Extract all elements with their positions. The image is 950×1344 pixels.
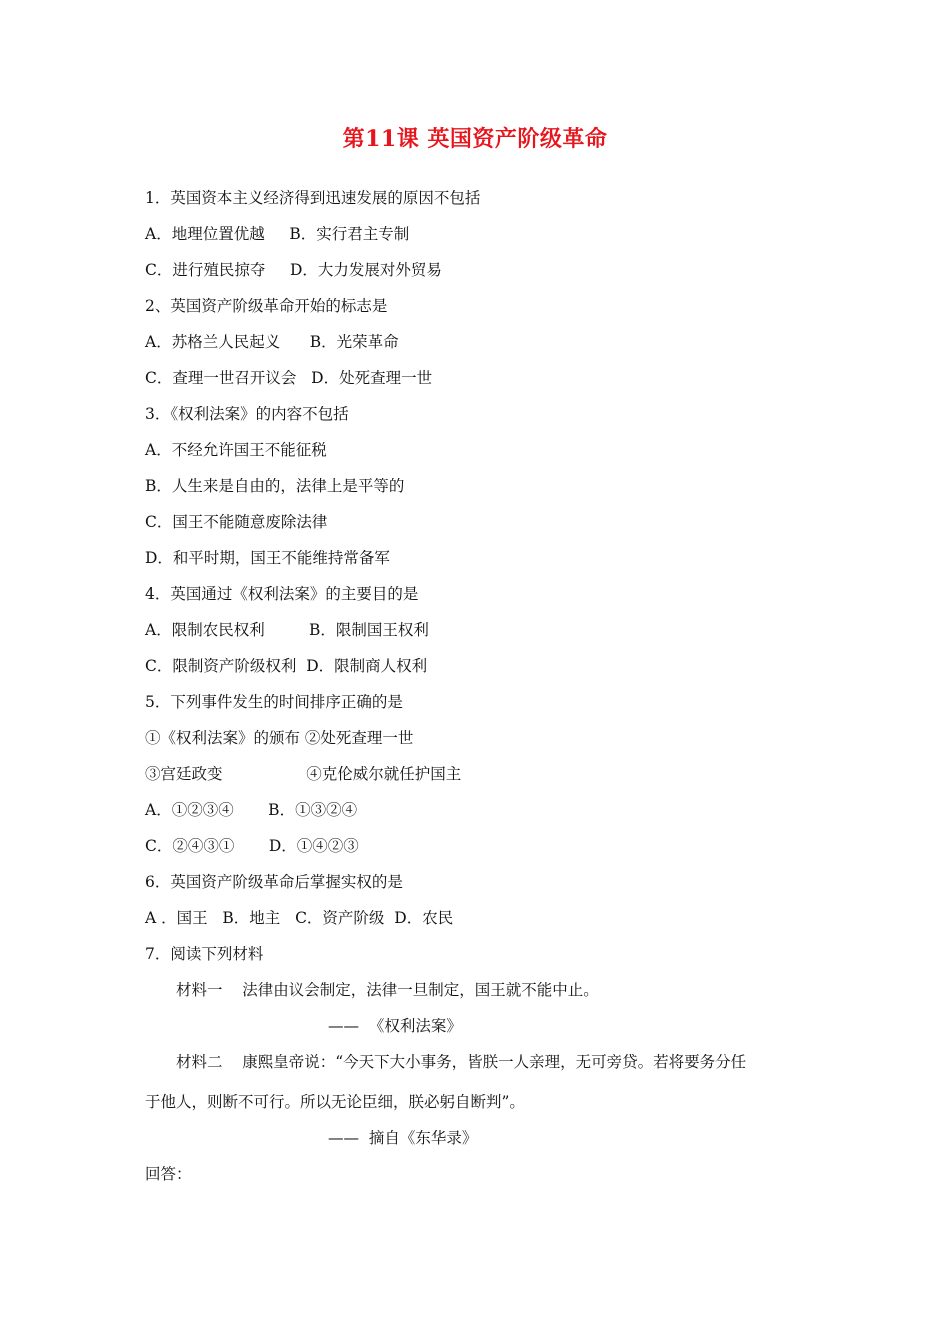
- material-one: 材料一 法律由议会制定，法律一旦制定，国王就不能中止。: [176, 981, 599, 999]
- question-5-options-cd: C．②④③① D．①④②③: [145, 837, 359, 855]
- question-2-options-cd: C．查理一世召开议会 D．处死查理一世: [145, 369, 433, 387]
- question-3-option-b: B．人生来是自由的，法律上是平等的: [145, 477, 405, 495]
- question-1-options-ab: A．地理位置优越 B．实行君主专制: [145, 225, 410, 243]
- page-title: 第11课 英国资产阶级革命: [342, 126, 608, 152]
- material-one-source: —— 《权利法案》: [328, 1017, 462, 1035]
- question-4: 4．英国通过《权利法案》的主要目的是: [145, 585, 419, 603]
- question-6: 6．英国资产阶级革命后掌握实权的是: [145, 873, 403, 891]
- material-two-line-1: 材料二 康熙皇帝说：“今天下大小事务，皆朕一人亲理，无可旁贷。若将要务分任: [176, 1053, 747, 1071]
- question-7: 7．阅读下列材料: [145, 945, 264, 963]
- question-5-options-ab: A．①②③④ B．①③②④: [145, 801, 358, 819]
- question-1: 1．英国资本主义经济得到迅速发展的原因不包括: [145, 189, 481, 207]
- question-3-option-a: A．不经允许国王不能征税: [145, 441, 327, 459]
- question-5-events-34: ③宫廷政变 ④克伦威尔就任护国主: [145, 765, 462, 783]
- answer-label: 回答：: [145, 1165, 192, 1183]
- question-3-option-d: D．和平时期，国王不能维持常备军: [145, 549, 390, 567]
- material-two-line-2: 于他人，则断不可行。所以无论臣细，朕必躬自断判”。: [145, 1093, 525, 1111]
- question-4-options-ab: A．限制农民权利 B．限制国王权利: [145, 621, 429, 639]
- question-2: 2、英国资产阶级革命开始的标志是: [145, 297, 388, 315]
- question-4-options-cd: C．限制资产阶级权利 D．限制商人权利: [145, 657, 428, 675]
- question-1-options-cd: C．进行殖民掠夺 D．大力发展对外贸易: [145, 261, 442, 279]
- question-3-option-c: C．国王不能随意废除法律: [145, 513, 328, 531]
- question-2-options-ab: A．苏格兰人民起义 B．光荣革命: [145, 333, 399, 351]
- question-5-events-12: ①《权利法案》的颁布 ②处死查理一世: [145, 729, 414, 747]
- question-6-options: A ．国王 B．地主 C．资产阶级 D．农民: [145, 909, 454, 927]
- question-3: 3．《权利法案》的内容不包括: [145, 405, 349, 423]
- question-5: 5．下列事件发生的时间排序正确的是: [145, 693, 403, 711]
- material-two-source: —— 摘自《东华录》: [328, 1129, 478, 1147]
